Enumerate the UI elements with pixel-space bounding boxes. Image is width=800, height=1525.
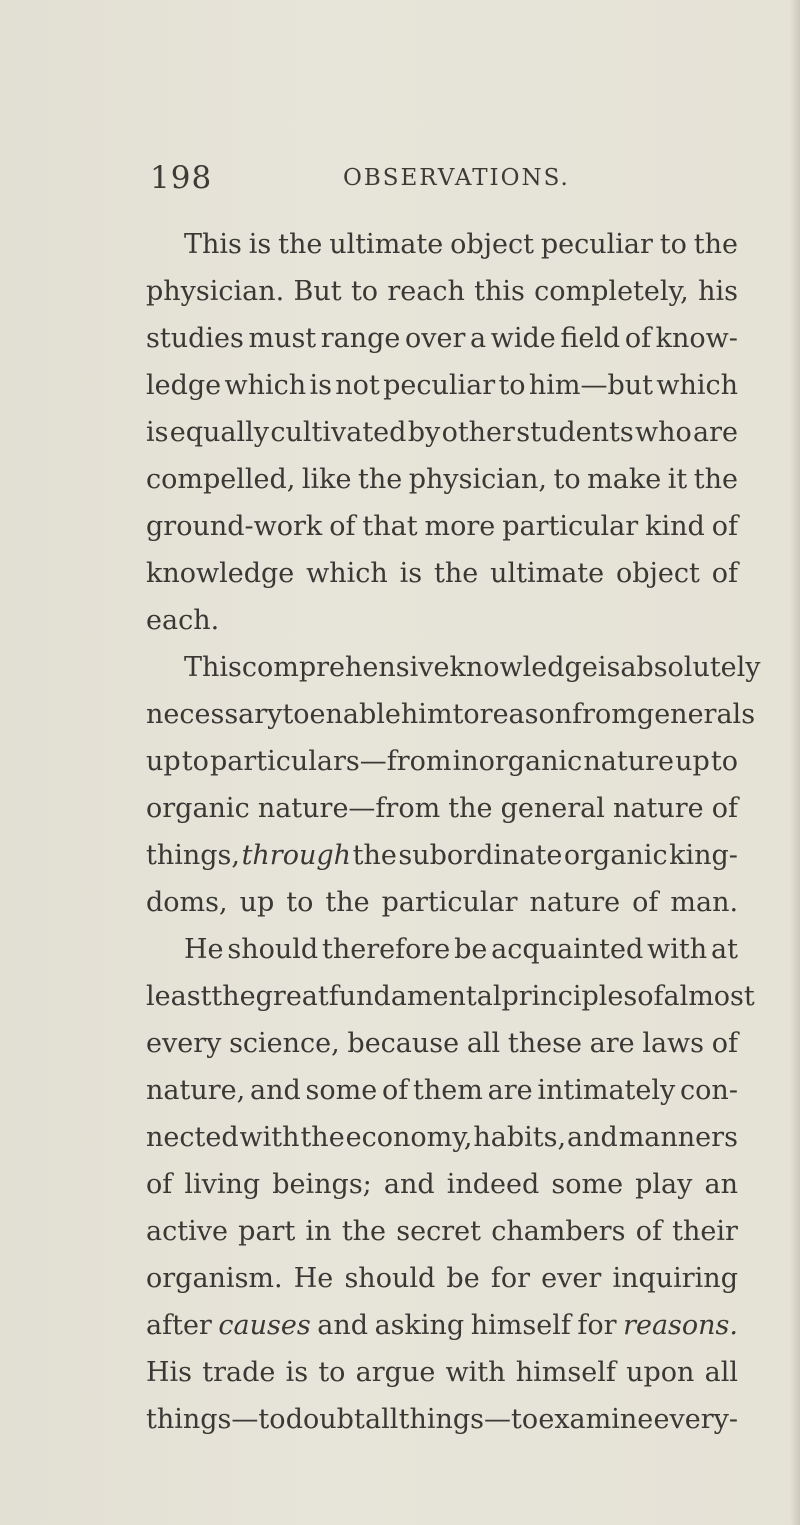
word: least	[146, 981, 212, 1012]
word: to	[659, 229, 687, 260]
word: is	[399, 558, 423, 589]
word: peculiar	[540, 229, 653, 260]
text-line	[146, 1396, 738, 1443]
word: is	[146, 417, 169, 448]
word: chambers	[491, 1216, 626, 1247]
word: is	[285, 1357, 309, 1388]
word: him—but	[528, 370, 654, 401]
word: almost	[663, 981, 755, 1012]
word: is	[597, 652, 621, 683]
word: organic	[563, 840, 668, 871]
word: nature	[613, 793, 704, 824]
text-line	[146, 644, 761, 691]
word: things,	[146, 840, 240, 871]
word: object	[616, 558, 700, 589]
word: manners	[618, 1122, 738, 1153]
word: indeed	[446, 1169, 540, 1200]
word: for	[577, 1310, 617, 1341]
text-line	[146, 691, 756, 738]
word: argue	[355, 1357, 436, 1388]
word: inorganic	[452, 746, 583, 777]
word: compelled,	[146, 464, 296, 495]
word: examine	[538, 1404, 654, 1435]
word: should	[344, 1263, 436, 1294]
word: like	[301, 464, 352, 495]
word: be	[454, 934, 488, 965]
word: beings;	[272, 1169, 372, 1200]
word: of	[711, 1028, 738, 1059]
word: and	[383, 1169, 435, 1200]
word: an	[704, 1169, 738, 1200]
word: because	[347, 1028, 460, 1059]
word: This	[184, 652, 242, 683]
word: more	[424, 511, 496, 542]
word: reach	[387, 276, 465, 307]
word: enable	[309, 699, 401, 730]
word: the	[448, 793, 493, 824]
word: who	[634, 417, 692, 448]
word: that	[362, 511, 418, 542]
word: must	[248, 323, 317, 354]
word: science,	[229, 1028, 340, 1059]
word: their	[672, 1216, 738, 1247]
text-line	[146, 362, 738, 409]
page-edge-shadow	[790, 0, 800, 1525]
word: in	[305, 1216, 332, 1247]
word: some	[551, 1169, 624, 1200]
word: are	[693, 417, 738, 448]
text-line	[146, 409, 738, 456]
word: the	[300, 1122, 345, 1153]
word: the	[358, 464, 403, 495]
word: nected	[146, 1122, 239, 1153]
text-line	[146, 973, 755, 1020]
word: equally	[169, 417, 270, 448]
word: which	[306, 558, 388, 589]
word: of	[635, 1216, 662, 1247]
text-line	[146, 738, 738, 785]
word: wide	[490, 323, 556, 354]
word: of	[711, 793, 738, 824]
text-line	[146, 879, 738, 926]
word: habits,	[473, 1122, 567, 1153]
word: to	[282, 699, 310, 730]
word: ultimate	[329, 229, 444, 260]
text-line	[146, 1255, 738, 1302]
word: physician.	[146, 276, 285, 307]
word: principles	[501, 981, 638, 1012]
word: students	[516, 417, 634, 448]
word: But	[293, 276, 342, 307]
text-line	[146, 926, 738, 973]
word: are	[487, 1075, 533, 1106]
word: other	[441, 417, 515, 448]
word: nature—from	[257, 793, 441, 824]
word: part	[238, 1216, 296, 1247]
word: comprehensive	[241, 652, 450, 683]
word: these	[507, 1028, 582, 1059]
word: it	[667, 464, 688, 495]
word: should	[227, 934, 319, 965]
word: and	[567, 1122, 618, 1153]
word: ledge	[146, 370, 222, 401]
word: them	[413, 1075, 483, 1106]
word: peculiar	[383, 370, 496, 401]
page-number: 198	[150, 160, 213, 196]
word: His	[146, 1357, 193, 1388]
word: reasons.	[623, 1310, 738, 1341]
running-head: OBSERVATIONS.	[343, 165, 570, 191]
word: to	[286, 887, 314, 918]
word: which	[224, 370, 307, 401]
word: great	[255, 981, 329, 1012]
word: nature,	[146, 1075, 246, 1106]
word: up	[239, 887, 275, 918]
word: particulars—from	[209, 746, 452, 777]
word: his	[698, 276, 738, 307]
word: doubt	[285, 1404, 365, 1435]
word: for	[490, 1263, 530, 1294]
word: intimately	[537, 1075, 676, 1106]
word: from	[572, 699, 637, 730]
word: with	[647, 934, 708, 965]
word: through	[241, 840, 352, 871]
word: asking	[374, 1310, 465, 1341]
word: subordinate	[398, 840, 563, 871]
word: all	[365, 1404, 399, 1435]
word: every	[146, 1028, 222, 1059]
page-header	[150, 160, 750, 200]
word: things—to	[398, 1404, 539, 1435]
word: of	[637, 981, 664, 1012]
word: the	[211, 981, 256, 1012]
word: himself	[470, 1310, 571, 1341]
word: completely,	[534, 276, 689, 307]
text-line	[146, 785, 738, 832]
word: some	[305, 1075, 378, 1106]
word: up	[146, 746, 181, 777]
word: active	[146, 1216, 228, 1247]
word: organic	[146, 793, 250, 824]
word: studies	[146, 323, 244, 354]
word: generals	[636, 699, 756, 730]
text-line	[146, 832, 738, 879]
word: physician,	[408, 464, 547, 495]
word: the	[693, 229, 738, 260]
word: of	[329, 511, 356, 542]
word: the	[341, 1216, 387, 1247]
word: doms,	[146, 887, 228, 918]
word: to	[498, 370, 526, 401]
word: by	[407, 417, 441, 448]
word: make	[587, 464, 662, 495]
word: which	[656, 370, 738, 401]
word: acquainted	[491, 934, 644, 965]
word: things—to	[146, 1404, 286, 1435]
word: all	[466, 1028, 501, 1059]
word: himself	[515, 1357, 616, 1388]
word: nature	[583, 746, 674, 777]
word: after	[146, 1310, 212, 1341]
text-line	[146, 1114, 738, 1161]
word: every-	[653, 1404, 738, 1435]
word: to	[181, 746, 209, 777]
word: man.	[670, 887, 739, 918]
text-line	[146, 1349, 738, 1396]
text-line	[146, 268, 738, 315]
word: to	[553, 464, 581, 495]
word: are	[589, 1028, 635, 1059]
word: organism.	[146, 1263, 283, 1294]
word: cultivated	[270, 417, 407, 448]
text-line	[146, 597, 738, 644]
word: object	[450, 229, 534, 260]
word: reason	[479, 699, 573, 730]
word: the	[434, 558, 479, 589]
word: con-	[680, 1075, 738, 1106]
word: economy,	[345, 1122, 473, 1153]
word: a	[470, 323, 487, 354]
word: living	[184, 1169, 261, 1200]
text-line	[146, 1302, 738, 1349]
word: general	[500, 793, 605, 824]
word: He	[293, 1263, 334, 1294]
word: be	[446, 1263, 480, 1294]
word: of	[146, 1169, 173, 1200]
word: knowledge	[449, 652, 598, 683]
word: and	[317, 1310, 369, 1341]
word: inquiring	[612, 1263, 738, 1294]
word: with	[445, 1357, 506, 1388]
word: causes	[218, 1310, 311, 1341]
word: ultimate	[490, 558, 605, 589]
word: necessary	[146, 699, 283, 730]
text-line	[146, 550, 738, 597]
word: range	[320, 323, 401, 354]
word: and	[249, 1075, 301, 1106]
word: to	[452, 699, 480, 730]
word: is	[309, 370, 332, 401]
word: He	[184, 934, 224, 965]
word: to	[318, 1357, 346, 1388]
word: the	[693, 464, 738, 495]
word: therefore	[322, 934, 451, 965]
word: at	[710, 934, 738, 965]
word: nature	[529, 887, 621, 918]
text-line	[146, 1208, 738, 1255]
word: the	[325, 887, 370, 918]
word: ground-work	[146, 511, 323, 542]
text-line	[146, 503, 738, 550]
text-line	[146, 1067, 738, 1114]
word: of	[711, 558, 738, 589]
word: of	[381, 1075, 409, 1106]
word: fundamental	[328, 981, 502, 1012]
word: field	[560, 323, 621, 354]
word: him	[400, 699, 453, 730]
word: knowledge	[146, 558, 295, 589]
word: of	[624, 323, 652, 354]
text-line	[146, 1161, 738, 1208]
word: of	[632, 887, 659, 918]
word: This	[184, 229, 242, 260]
word: over	[405, 323, 466, 354]
word: secret	[396, 1216, 481, 1247]
word: absolutely	[620, 652, 761, 683]
word: with	[239, 1122, 300, 1153]
word: king-	[669, 840, 738, 871]
word: to	[710, 746, 738, 777]
word: upon	[626, 1357, 695, 1388]
text-line	[146, 315, 738, 362]
body-text	[146, 221, 761, 1443]
word: not	[335, 370, 380, 401]
text-line	[146, 456, 738, 503]
word: of	[711, 511, 738, 542]
word: ever	[541, 1263, 602, 1294]
text-line	[146, 1020, 738, 1067]
word: the	[352, 840, 397, 871]
word: laws	[642, 1028, 705, 1059]
word: kind	[645, 511, 705, 542]
word: all	[704, 1357, 738, 1388]
word: each.	[146, 605, 220, 636]
word: this	[474, 276, 525, 307]
word: up	[675, 746, 710, 777]
word: particular	[381, 887, 518, 918]
text-line	[146, 221, 738, 268]
word: to	[350, 276, 379, 307]
word: know-	[655, 323, 738, 354]
word: particular	[502, 511, 639, 542]
word: is	[248, 229, 272, 260]
word: trade	[202, 1357, 276, 1388]
word: play	[635, 1169, 693, 1200]
word: the	[278, 229, 323, 260]
